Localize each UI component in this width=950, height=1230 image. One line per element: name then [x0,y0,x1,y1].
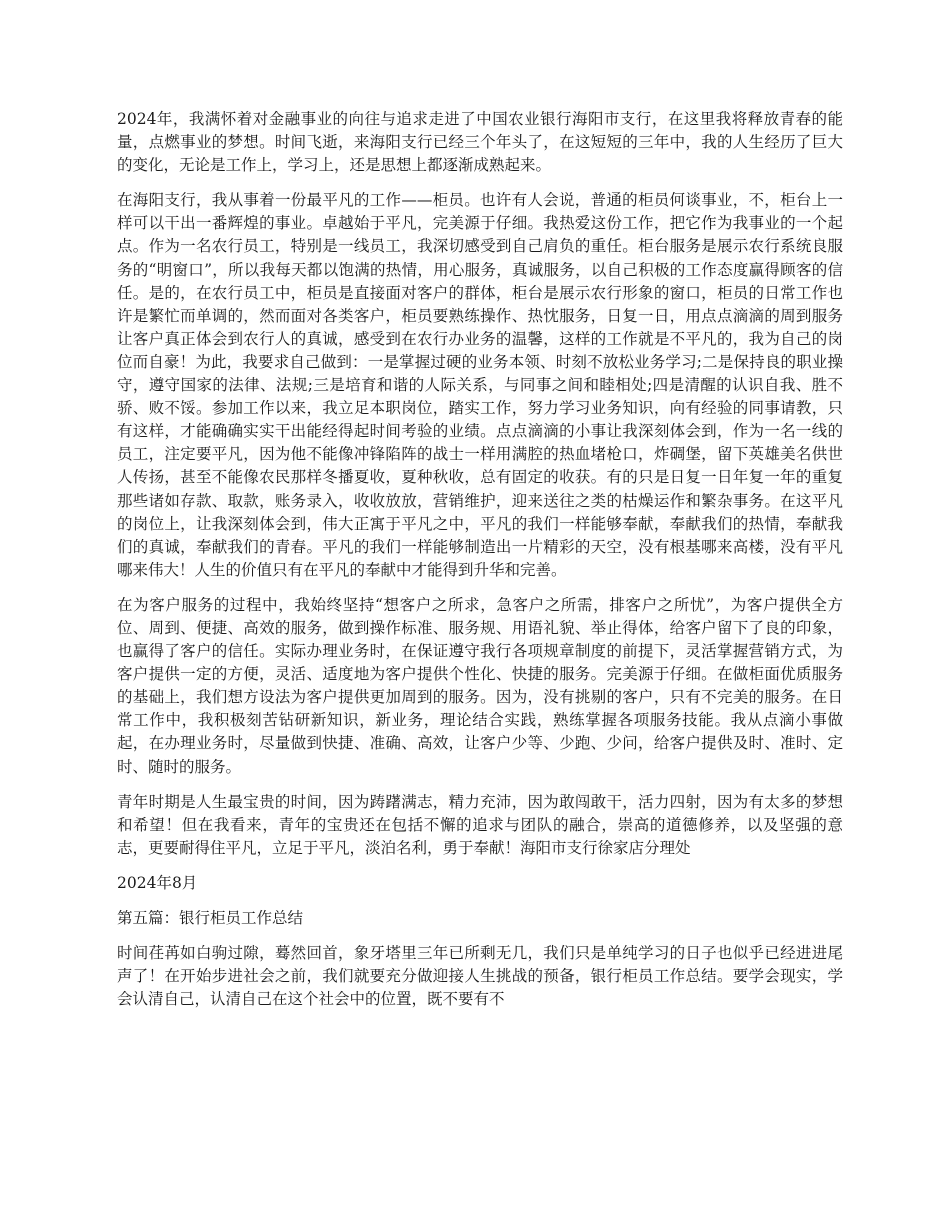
paragraph-customer-service: 在为客户服务的过程中，我始终坚持“想客户之所求，急客户之所需，排客户之所忧”，为客户提供全方位、周到、便捷、高效的服务，做到操作标准、服务规、用语礼貌、举止得体，给客户留下了良的印象，也赢得了客户的信任。实际办理业务时，在保证遵守我行各项规章制度的前提下，灵活掌握营销方式，为客户提供一定的方便，灵活、适度地为客户提供个性化、快捷的服务。完美源于仔细。在做柜面优质服务的基础上，我们想方设法为客户提供更加周到的服务。因为，没有挑剔的客户，只有不完美的服务。在日常工作中，我积极刻苦钻研新知识，新业务，理论结合实践，熟练掌握各项服务技能。我从点滴小事做起，在办理业务时，尽量做到快捷、准确、高效，让客户少等、少跑、少问，给客户提供及时、准时、定时、随时的服务。 [117,595,843,776]
paragraph-teller-work: 在海阳支行，我从事着一份最平凡的工作——柜员。也许有人会说，普通的柜员何谈事业，不，柜台上一样可以干出一番辉煌的事业。卓越始于平凡，完美源于仔细。我热爱这份工作，把它作为我事业的一个起点。作为一名农行员工，特别是一线员工，我深切感受到自己肩负的重任。柜台服务是展示农行系统良服务的“明窗口”，所以我每天都以饱满的热情，用心服务，真诚服务，以自己积极的工作态度赢得顾客的信任。是的，在农行员工中，柜员是直接面对客户的群体，柜台是展示农行形象的窗口，柜员的日常工作也许是繁忙而单调的，然而面对各类客户，柜员要熟练操作、热忱服务，日复一日，用点点滴滴的周到服务让客户真正体会到农行人的真诚，感受到在农行办业务的温馨，这样的工作就是不平凡的，我为自己的岗位而自豪！为此，我要求自己做到：一是掌握过硬的业务本领、时刻不放松业务学习;二是保持良的职业操守，遵守国家的法律、法规;三是培育和谐的人际关系，与同事之间和睦相处;四是清醒的认识自我、胜不骄、败不馁。参加工作以来，我立足本职岗位，踏实工作，努力学习业务知识，向有经验的同事请教，只有这样，才能确确实实干出能经得起时间考验的业绩。点点滴滴的小事让我深刻体会到，作为一名一线的员工，注定要平凡，因为他不能像冲锋陷阵的战士一样用满腔的热血堵枪口，炸碉堡，留下英雄美名供世人传扬，甚至不能像农民那样冬播夏收，夏种秋收，总有固定的收获。有的只是日复一日年复一年的重复那些诸如存款、取款，账务录入，收收放放，营销维护，迎来送往之类的枯燥运作和繁杂事务。在这平凡的岗位上，让我深刻体会到，伟大正寓于平凡之中，平凡的我们一样能够奉献，奉献我们的热情，奉献我们的真诚，奉献我们的青春。平凡的我们一样能够制造出一片精彩的天空，没有根基哪来高楼，没有平凡哪来伟大！人生的价值只有在平凡的奉献中才能得到升华和完善。 [117,191,843,579]
paragraph-fifth-section: 时间荏苒如白驹过隙，蓦然回首，象牙塔里三年已所剩无几，我们只是单纯学习的日子也似乎已经进进尾声了！在开始步进社会之前，我们就要充分做迎接人生挑战的预备，银行柜员工作总结。要学会现实，学会认清自己，认清自己在这个社会中的位置，既不要有不 [117,944,843,1009]
date-line: 2024年8月 [117,873,198,892]
paragraph-intro: 2024年，我满怀着对金融事业的向往与追求走进了中国农业银行海阳市支行，在这里我将释放青春的能量，点燃事业的梦想。时间飞逝，来海阳支行已经三个年头了，在这短短的三年中，我的人生经历了巨大的变化，无论是工作上，学习上，还是思想上都逐渐成熟起来。 [117,110,843,175]
section-heading: 第五篇：银行柜员工作总结 [117,909,304,927]
paragraph-youth: 青年时期是人生最宝贵的时间，因为踌躇满志，精力充沛，因为敢闯敢干，活力四射，因为有太多的梦想和希望！但在我看来，青年的宝贵还在包括不懈的追求与团队的融合，崇高的道德修养，以及坚强的意志，更要耐得住平凡，立足于平凡，淡泊名利，勇于奉献！海阳市支行徐家店分理处 [117,792,843,857]
document-body [117,108,843,1023]
